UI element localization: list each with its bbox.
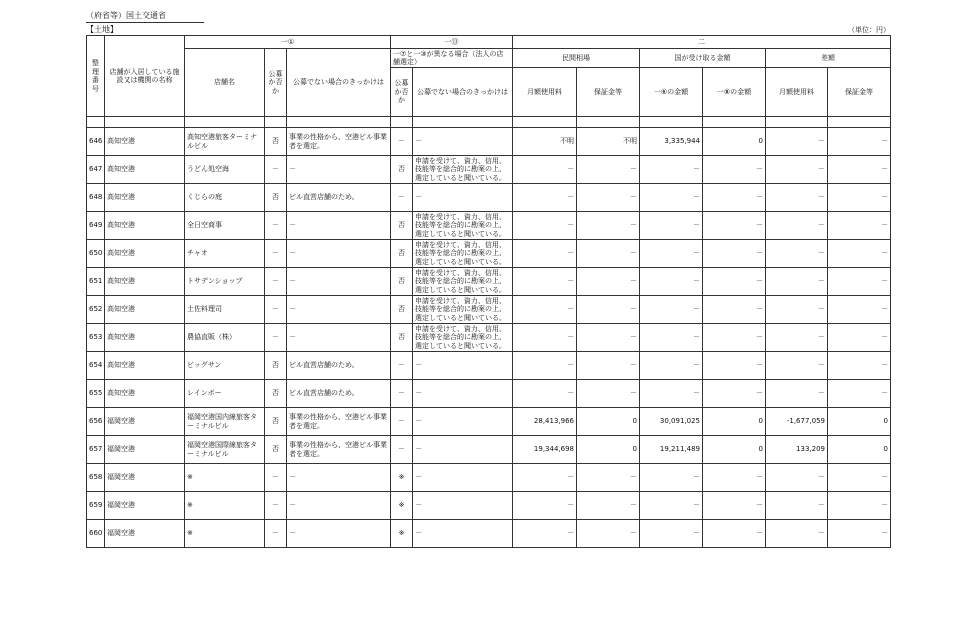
row-monthly-fee: － <box>513 240 577 268</box>
row-reason-2: － <box>413 408 513 436</box>
row-store: トサデンショップ <box>185 268 265 296</box>
row-open-bid-2: － <box>391 380 413 408</box>
row-number: 648 <box>87 184 105 212</box>
row-diff-monthly-fee: － <box>766 352 828 380</box>
row-diff-monthly-fee: － <box>766 212 828 240</box>
row-open-bid: － <box>265 296 287 324</box>
row-open-bid: － <box>265 464 287 492</box>
row-deposit: － <box>577 156 640 184</box>
row-monthly-fee: － <box>513 156 577 184</box>
row-reason-2: － <box>413 128 513 156</box>
row-reason-2: － <box>413 352 513 380</box>
row-amount8: 0 <box>703 408 766 436</box>
row-facility: 高知空港 <box>105 184 185 212</box>
row-open-bid-2: ※ <box>391 464 413 492</box>
row-amount6: － <box>640 492 703 520</box>
row-diff-deposit: － <box>828 184 891 212</box>
row-number: 646 <box>87 128 105 156</box>
row-amount6: 19,211,489 <box>640 436 703 464</box>
row-deposit: － <box>577 352 640 380</box>
col-amount6-header: 一⑥の金額 <box>640 68 703 117</box>
row-open-bid: 否 <box>265 408 287 436</box>
row-diff-monthly-fee: － <box>766 492 828 520</box>
col-no-header: 整理番号 <box>87 36 105 117</box>
row-diff-monthly-fee: － <box>766 296 828 324</box>
row-open-bid-2: 否 <box>391 324 413 352</box>
row-monthly-fee: － <box>513 352 577 380</box>
row-deposit: － <box>577 492 640 520</box>
row-deposit: － <box>577 296 640 324</box>
group-1-1-header: 一① <box>185 36 391 49</box>
row-amount8: － <box>703 296 766 324</box>
row-number: 660 <box>87 520 105 548</box>
row-reason-2: 申請を受けて、資力、信用、技能等を総合的に勘案の上、選定していると聞いている。 <box>413 324 513 352</box>
row-diff-deposit: － <box>828 352 891 380</box>
row-diff-monthly-fee: － <box>766 128 828 156</box>
col-amount8-header: 一⑧の金額 <box>703 68 766 117</box>
table-row <box>87 408 891 436</box>
row-amount8: 0 <box>703 436 766 464</box>
table-row <box>87 240 891 268</box>
row-diff-monthly-fee: 133,209 <box>766 436 828 464</box>
row-amount6: － <box>640 464 703 492</box>
col-open-bid-2-header: 公募か否か <box>391 68 413 117</box>
row-facility: 高知空港 <box>105 268 185 296</box>
row-open-bid-2: － <box>391 184 413 212</box>
row-monthly-fee: － <box>513 296 577 324</box>
row-deposit: 不明 <box>577 128 640 156</box>
table-row <box>87 380 891 408</box>
row-diff-monthly-fee: -1,677,059 <box>766 408 828 436</box>
row-reason: ビル直営店舗のため。 <box>287 352 391 380</box>
row-open-bid: － <box>265 212 287 240</box>
row-open-bid-2: － <box>391 128 413 156</box>
row-monthly-fee: 不明 <box>513 128 577 156</box>
row-diff-monthly-fee: － <box>766 324 828 352</box>
row-reason: ビル直営店舗のため。 <box>287 184 391 212</box>
row-reason: － <box>287 324 391 352</box>
row-monthly-fee: － <box>513 212 577 240</box>
row-number: 658 <box>87 464 105 492</box>
row-reason: － <box>287 464 391 492</box>
row-deposit: － <box>577 184 640 212</box>
row-diff-deposit: － <box>828 520 891 548</box>
row-deposit: － <box>577 380 640 408</box>
row-amount8: － <box>703 212 766 240</box>
row-amount8: － <box>703 268 766 296</box>
row-store: チャオ <box>185 240 265 268</box>
row-amount6: － <box>640 520 703 548</box>
row-deposit: － <box>577 240 640 268</box>
row-open-bid: － <box>265 268 287 296</box>
col-store-header: 店舗名 <box>185 49 265 117</box>
row-amount6: 30,091,025 <box>640 408 703 436</box>
row-store: 土佐料理司 <box>185 296 265 324</box>
row-deposit: － <box>577 212 640 240</box>
row-open-bid-2: 否 <box>391 156 413 184</box>
row-amount8: 0 <box>703 128 766 156</box>
table-row <box>87 296 891 324</box>
row-number: 656 <box>87 408 105 436</box>
row-facility: 高知空港 <box>105 128 185 156</box>
row-diff-deposit: － <box>828 268 891 296</box>
row-store: 全日空商事 <box>185 212 265 240</box>
row-monthly-fee: － <box>513 464 577 492</box>
row-number: 654 <box>87 352 105 380</box>
row-amount8: － <box>703 352 766 380</box>
row-store: 農協直販（株） <box>185 324 265 352</box>
land-section-label: 【土地】 <box>86 25 118 34</box>
row-reason: － <box>287 520 391 548</box>
unit-label: （単位：円） <box>848 26 890 34</box>
row-number: 655 <box>87 380 105 408</box>
row-monthly-fee: － <box>513 520 577 548</box>
row-deposit: － <box>577 520 640 548</box>
row-open-bid: － <box>265 520 287 548</box>
row-open-bid: 否 <box>265 352 287 380</box>
col-facility-header: 店舗が入居している施設又は機関の名称 <box>105 36 185 117</box>
row-diff-monthly-fee: － <box>766 464 828 492</box>
row-open-bid-2: ※ <box>391 520 413 548</box>
row-reason-2: － <box>413 464 513 492</box>
group-1-13-header: 一⑬ <box>391 36 513 49</box>
row-reason: － <box>287 240 391 268</box>
row-amount8: － <box>703 324 766 352</box>
row-open-bid-2: － <box>391 436 413 464</box>
row-diff-deposit: 0 <box>828 408 891 436</box>
table-row <box>87 436 891 464</box>
row-diff-monthly-fee: － <box>766 184 828 212</box>
row-store: くじらの庭 <box>185 184 265 212</box>
table-row <box>87 464 891 492</box>
row-diff-monthly-fee: － <box>766 268 828 296</box>
row-number: 651 <box>87 268 105 296</box>
row-open-bid-2: 否 <box>391 212 413 240</box>
row-amount6: － <box>640 352 703 380</box>
row-store: 福岡空港国内線旅客ターミナルビル <box>185 408 265 436</box>
row-diff-deposit: － <box>828 380 891 408</box>
row-facility: 福岡空港 <box>105 436 185 464</box>
row-monthly-fee: － <box>513 184 577 212</box>
row-diff-deposit: － <box>828 240 891 268</box>
col-monthly-fee-2-header: 月額使用料 <box>766 68 828 117</box>
col-diff-case-header: 一⑦と一③が異なる場合（法人の店舗選定） <box>391 49 513 68</box>
row-amount6: － <box>640 184 703 212</box>
row-store: 高知空港旅客ターミナルビル <box>185 128 265 156</box>
row-store: 福岡空港国際線旅客ターミナルビル <box>185 436 265 464</box>
row-monthly-fee: － <box>513 268 577 296</box>
row-amount6: － <box>640 240 703 268</box>
group-2-header: 二 <box>513 36 891 49</box>
row-amount6: － <box>640 212 703 240</box>
col-deposit-header: 保証金等 <box>577 68 640 117</box>
row-facility: 高知空港 <box>105 352 185 380</box>
row-reason: ビル直営店舗のため。 <box>287 380 391 408</box>
row-reason-2: 申請を受けて、資力、信用、技能等を総合的に勘案の上、選定していると聞いている。 <box>413 268 513 296</box>
table-row <box>87 324 891 352</box>
col-national-receipt-header: 国が受け取る金額 <box>640 49 766 68</box>
table-row <box>87 520 891 548</box>
row-number: 659 <box>87 492 105 520</box>
row-diff-deposit: － <box>828 156 891 184</box>
row-reason: 事業の性格から、空港ビル事業者を選定。 <box>287 128 391 156</box>
row-facility: 高知空港 <box>105 380 185 408</box>
row-store: レインボー <box>185 380 265 408</box>
row-reason-2: － <box>413 492 513 520</box>
row-facility: 高知空港 <box>105 296 185 324</box>
row-amount8: － <box>703 240 766 268</box>
row-amount6: － <box>640 324 703 352</box>
row-deposit: － <box>577 324 640 352</box>
row-open-bid-2: ※ <box>391 492 413 520</box>
row-number: 647 <box>87 156 105 184</box>
row-reason: － <box>287 268 391 296</box>
row-reason-2: － <box>413 184 513 212</box>
row-diff-deposit: － <box>828 212 891 240</box>
row-facility: 高知空港 <box>105 212 185 240</box>
row-diff-monthly-fee: － <box>766 156 828 184</box>
row-open-bid: 否 <box>265 380 287 408</box>
row-number: 653 <box>87 324 105 352</box>
col-difference-header: 差額 <box>766 49 891 68</box>
row-diff-monthly-fee: － <box>766 240 828 268</box>
row-facility: 高知空港 <box>105 240 185 268</box>
row-deposit: 0 <box>577 408 640 436</box>
row-number: 657 <box>87 436 105 464</box>
row-diff-deposit: 0 <box>828 436 891 464</box>
row-reason-2: － <box>413 380 513 408</box>
col-reason-2-header: 公募でない場合のきっかけは <box>413 68 513 117</box>
row-open-bid-2: 否 <box>391 268 413 296</box>
row-deposit: － <box>577 464 640 492</box>
table-row <box>87 352 891 380</box>
row-open-bid: － <box>265 156 287 184</box>
col-private-rent-header: 民間相場 <box>513 49 640 68</box>
row-reason: － <box>287 296 391 324</box>
row-facility: 福岡空港 <box>105 520 185 548</box>
row-amount8: － <box>703 156 766 184</box>
row-reason-2: － <box>413 436 513 464</box>
row-open-bid: 否 <box>265 184 287 212</box>
row-deposit: － <box>577 268 640 296</box>
table-row <box>87 156 891 184</box>
row-amount8: － <box>703 464 766 492</box>
row-diff-monthly-fee: － <box>766 380 828 408</box>
row-open-bid-2: 否 <box>391 296 413 324</box>
row-amount8: － <box>703 184 766 212</box>
row-open-bid: － <box>265 240 287 268</box>
row-amount8: － <box>703 380 766 408</box>
row-store: うどん処空海 <box>185 156 265 184</box>
ministry-label: （府省等）国土交通省 <box>86 10 204 23</box>
row-monthly-fee: 28,413,966 <box>513 408 577 436</box>
row-facility: 福岡空港 <box>105 464 185 492</box>
row-store: ビッグサン <box>185 352 265 380</box>
row-amount6: 3,335,944 <box>640 128 703 156</box>
table-row <box>87 268 891 296</box>
table-row <box>87 184 891 212</box>
row-open-bid-2: － <box>391 352 413 380</box>
row-open-bid: 否 <box>265 436 287 464</box>
row-amount8: － <box>703 492 766 520</box>
row-diff-deposit: － <box>828 296 891 324</box>
row-monthly-fee: 19,344,698 <box>513 436 577 464</box>
table-row <box>87 212 891 240</box>
row-facility: 福岡空港 <box>105 408 185 436</box>
row-open-bid-2: － <box>391 408 413 436</box>
row-diff-deposit: － <box>828 128 891 156</box>
row-open-bid-2: 否 <box>391 240 413 268</box>
row-diff-deposit: － <box>828 324 891 352</box>
row-facility: 福岡空港 <box>105 492 185 520</box>
row-store: ※ <box>185 464 265 492</box>
col-deposit-2-header: 保証金等 <box>828 68 891 117</box>
row-reason: 事業の性格から、空港ビル事業者を選定。 <box>287 436 391 464</box>
row-reason: 事業の性格から、空港ビル事業者を選定。 <box>287 408 391 436</box>
row-reason: － <box>287 156 391 184</box>
store-table <box>86 35 891 548</box>
row-reason: － <box>287 492 391 520</box>
row-number: 649 <box>87 212 105 240</box>
row-diff-monthly-fee: － <box>766 520 828 548</box>
row-reason-2: 申請を受けて、資力、信用、技能等を総合的に勘案の上、選定していると聞いている。 <box>413 156 513 184</box>
table-row <box>87 128 891 156</box>
row-monthly-fee: － <box>513 380 577 408</box>
row-reason-2: 申請を受けて、資力、信用、技能等を総合的に勘案の上、選定していると聞いている。 <box>413 240 513 268</box>
table-row <box>87 492 891 520</box>
row-reason-2: 申請を受けて、資力、信用、技能等を総合的に勘案の上、選定していると聞いている。 <box>413 296 513 324</box>
row-diff-deposit: － <box>828 464 891 492</box>
row-reason-2: － <box>413 520 513 548</box>
row-monthly-fee: － <box>513 492 577 520</box>
row-reason: － <box>287 212 391 240</box>
row-open-bid: － <box>265 492 287 520</box>
row-amount6: － <box>640 156 703 184</box>
col-reason-header: 公募でない場合のきっかけは <box>287 49 391 117</box>
row-facility: 高知空港 <box>105 324 185 352</box>
row-amount8: － <box>703 520 766 548</box>
row-amount6: － <box>640 380 703 408</box>
row-monthly-fee: － <box>513 324 577 352</box>
row-reason-2: 申請を受けて、資力、信用、技能等を総合的に勘案の上、選定していると聞いている。 <box>413 212 513 240</box>
col-open-bid-header: 公募か否か <box>265 49 287 117</box>
row-open-bid: 否 <box>265 128 287 156</box>
row-number: 652 <box>87 296 105 324</box>
row-amount6: － <box>640 296 703 324</box>
col-monthly-fee-header: 月額使用料 <box>513 68 577 117</box>
row-diff-deposit: － <box>828 492 891 520</box>
row-facility: 高知空港 <box>105 156 185 184</box>
row-store: ※ <box>185 492 265 520</box>
row-number: 650 <box>87 240 105 268</box>
row-amount6: － <box>640 268 703 296</box>
row-open-bid: － <box>265 324 287 352</box>
row-deposit: 0 <box>577 436 640 464</box>
row-store: ※ <box>185 520 265 548</box>
